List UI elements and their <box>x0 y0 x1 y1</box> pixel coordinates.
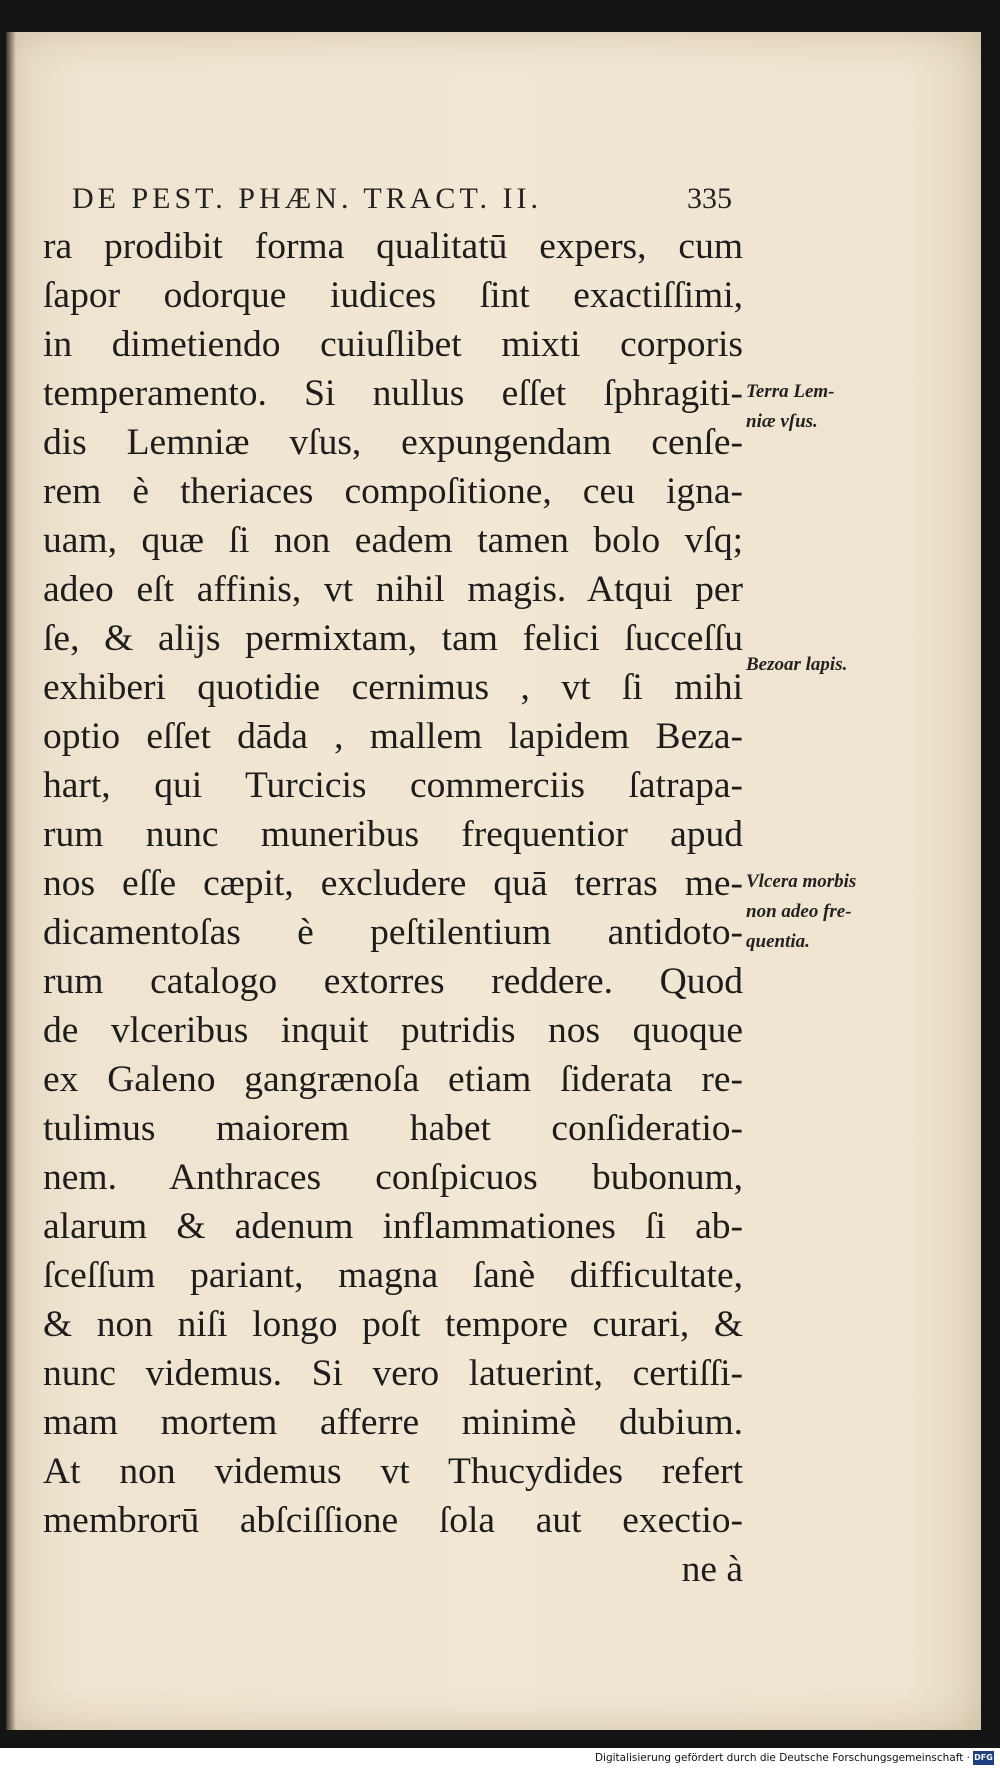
text-line: ex Galeno gangrænoſa etiam ſiderata re- <box>43 1059 743 1100</box>
footer-bar <box>0 1748 1000 1770</box>
margin-note-vlcera <box>746 867 916 957</box>
text-line: optio eſſet dāda , mallem lapidem Beza- <box>43 716 743 757</box>
text-line: dicamentoſas è peſtilentium antidoto- <box>43 912 743 953</box>
text-line: ra prodibit forma qualitatū expers, cum <box>43 226 743 267</box>
text-line: ſceſſum pariant, magna ſanè difficultate, <box>43 1255 743 1296</box>
text-line: exhiberi quotidie cernimus , vt ſi mihi <box>43 667 743 708</box>
text-line: dis Lemniæ vſus, expungendam cenſe- <box>43 422 743 463</box>
text-line: ſe, & alijs permixtam, tam felici ſucceſſu <box>43 618 743 659</box>
text-line: tulimus maiorem habet conſideratio- <box>43 1108 743 1149</box>
running-head: DE PEST. PHÆN. TRACT. II. <box>72 182 543 215</box>
margin-note-terra-lemnia <box>746 377 916 437</box>
footer-credit: Digitalisierung gefördert durch die Deutsche Forschungsgemeinschaft · <box>594 1752 970 1764</box>
text-line: At non videmus vt Thucydides refert <box>43 1451 743 1492</box>
margin-note-line: quentia. <box>746 931 810 952</box>
page-number: 335 <box>687 182 732 215</box>
margin-note-line: niæ vſus. <box>746 411 818 432</box>
dfg-logo-icon: DFG <box>973 1751 994 1765</box>
text-line: de vlceribus inquit putridis nos quoque <box>43 1010 743 1051</box>
text-line: adeo eſt affinis, vt nihil magis. Atqui per <box>43 569 743 610</box>
text-line: uam, quæ ſi non eadem tamen bolo vſq; <box>43 520 743 561</box>
margin-note-line: Terra Lem- <box>746 381 835 402</box>
margin-note-line: Bezoar lapis. <box>746 654 848 675</box>
text-line: rum catalogo extorres reddere. Quod <box>43 961 743 1002</box>
text-line: temperamento. Si nullus eſſet ſphragiti- <box>43 373 743 414</box>
book-page <box>6 32 981 1730</box>
text-line: nos eſſe cæpit, excludere quā terras me- <box>43 863 743 904</box>
margin-note-line: Vlcera morbis <box>746 871 857 892</box>
text-line: rem è theriaces compoſitione, ceu igna- <box>43 471 743 512</box>
text-line-catchword: ne à <box>681 1549 743 1590</box>
text-line: nunc videmus. Si vero latuerint, certiſſi- <box>43 1353 743 1394</box>
text-line: rum nunc muneribus frequentior apud <box>43 814 743 855</box>
text-line: hart, qui Turcicis commerciis ſatrapa- <box>43 765 743 806</box>
body-text <box>43 222 743 1594</box>
text-line: ſapor odorque iudices ſint exactiſſimi, <box>43 275 743 316</box>
text-line: in dimetiendo cuiuſlibet mixti corporis <box>43 324 743 365</box>
text-line: membrorū abſciſſione ſola aut exectio- <box>43 1500 743 1541</box>
margin-note-bezoar <box>746 650 916 680</box>
margin-note-line: non adeo fre- <box>746 901 852 922</box>
text-line: nem. Anthraces conſpicuos bubonum, <box>43 1157 743 1198</box>
text-line: & non niſi longo poſt tempore curari, & <box>43 1304 743 1345</box>
text-line: alarum & adenum inflammationes ſi ab- <box>43 1206 743 1247</box>
text-line: mam mortem afferre minimè dubium. <box>43 1402 743 1443</box>
page-binding-edge <box>6 32 16 1730</box>
